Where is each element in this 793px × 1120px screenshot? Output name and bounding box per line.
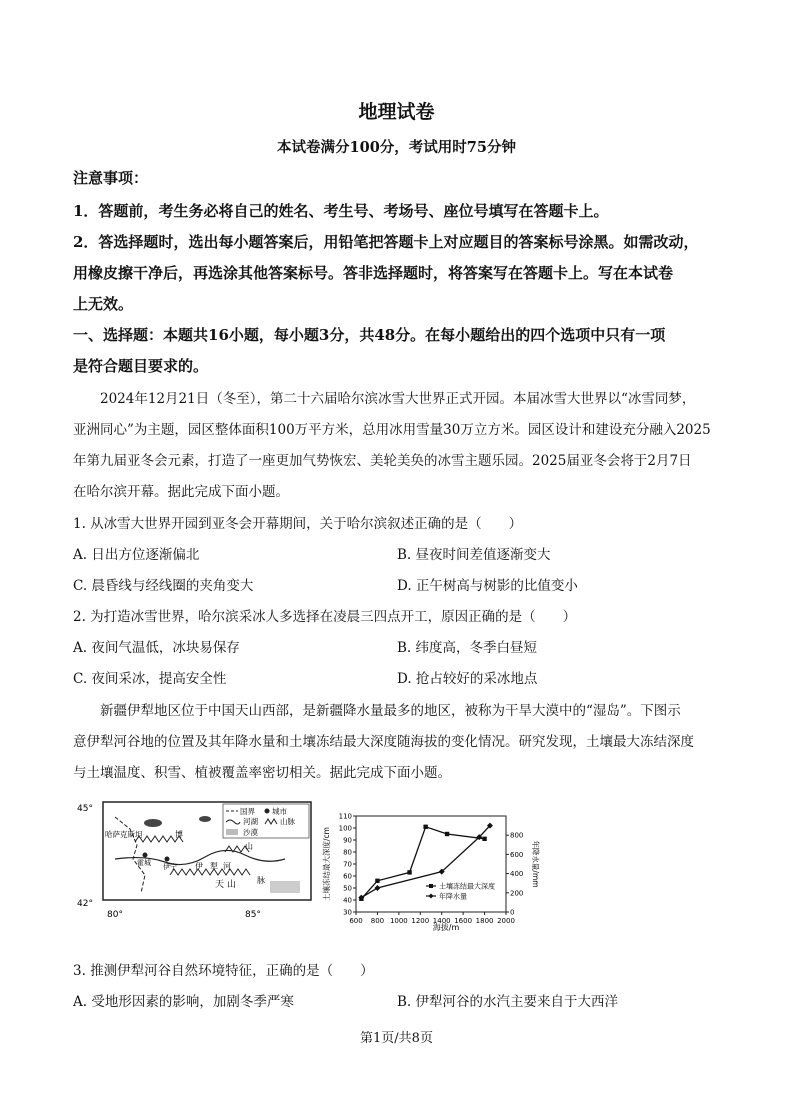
yili-map-figure [75, 797, 320, 922]
map-label: 伊 [195, 862, 203, 871]
desert-area [270, 881, 300, 893]
page-footer: 第1页/共8页 [360, 1031, 433, 1046]
y-right-tick-label: 400 [510, 870, 524, 879]
desert-legend-icon [226, 829, 238, 835]
series-point [374, 885, 380, 891]
series-point [375, 879, 379, 883]
passage1-line: 2024年12月21日（冬至），第二十六届哈尔滨冰雪大世界正式开园。本届冰雪大世界以“冰雪同梦， [100, 391, 696, 407]
notice-heading: 注意事项： [73, 169, 149, 187]
y-left-tick-label: 50 [343, 884, 352, 893]
legend-desert: 沙漠 [243, 828, 258, 837]
map-lat-bottom-label: 42° [77, 899, 93, 909]
question-1-stem: 1. 从冰雪大世界开园到亚冬会开幕期间，关于哈尔滨叙述正确的是（ ） [73, 516, 523, 532]
chart-xlabel: 海拔/m [432, 923, 460, 932]
x-tick-label: 800 [370, 917, 385, 925]
map-label: 山 [227, 880, 237, 890]
q2-option-d: D. 抢占较好的采冰地点 [397, 671, 538, 687]
x-tick-label: 600 [349, 917, 363, 925]
q3-option-a: A. 受地形因素的影响，加剧冬季严寒 [73, 994, 294, 1010]
passage1-line: 亚洲同心”为主题，园区整体面积100万平方米，总用冰用雪量30万立方米。园区设计和建设充分融入2025 [73, 422, 711, 438]
y-right-tick-label: 600 [510, 850, 524, 859]
q2-option-a: A. 夜间气温低，冰块易保存 [73, 640, 240, 656]
notice-line: 用橡皮擦干净后，再选涂其他答案标号。答非选择题时，将答案写在答题卡上。写在本试卷 [73, 264, 674, 282]
notice-line: 2．答选择题时，选出每小题答案后，用铅笔把答题卡上对应题目的答案标号涂黑。如需改动， [73, 233, 699, 251]
lake-shape [144, 819, 162, 827]
question-2-stem: 2. 为打造冰雪世界，哈尔滨采冰人多选择在凌晨三四点开工，原因正确的是（ ） [73, 609, 577, 625]
section-heading: 是符合题目要求的。 [73, 357, 209, 375]
y-right-tick-label: 0 [510, 908, 515, 917]
map-label: 伊宁 [163, 863, 177, 871]
series-point [423, 825, 427, 829]
map-label: 脉 [257, 876, 265, 885]
map-label: 河 [223, 862, 231, 871]
series-point [445, 832, 449, 836]
legend-city: 城市 [272, 807, 287, 816]
y-left-tick-label: 70 [343, 860, 352, 869]
passage2-line: 意伊犁河谷地的位置及其年降水量和土壤冻结最大深度随海拔的变化情况。研究发现，土壤最大冻结深度 [73, 734, 694, 750]
city-legend-icon [265, 809, 270, 814]
city-marker [165, 857, 170, 862]
legend-label-1: 年降水量 [439, 892, 467, 901]
q3-option-b: B. 伊犁河谷的水汽主要来自于大西洋 [397, 994, 619, 1010]
x-tick-label: 1800 [475, 917, 494, 925]
q1-option-b: B. 昼夜时间差值逐渐变大 [397, 547, 551, 563]
lake-shape [199, 816, 211, 822]
legend-marker [429, 894, 434, 899]
y-left-tick-label: 30 [343, 908, 352, 917]
exam-title: 地理试卷 [358, 101, 435, 123]
y-left-tick-label: 40 [343, 896, 352, 905]
question-3-stem: 3. 推测伊犁河谷自然环境特征，正确的是（ ） [73, 963, 374, 979]
legend-label-0: 土壤冻结最大深度 [439, 882, 495, 891]
map-label: 哈萨克斯坦 [105, 830, 143, 839]
map-label: 博 [175, 830, 183, 839]
y-left-tick-label: 80 [343, 848, 352, 857]
map-lon-left-label: 80° [107, 910, 123, 920]
map-label: 山 [245, 842, 253, 851]
y-left-tick-label: 100 [338, 824, 352, 833]
chart-ylabel-right: 年降水量/mm [531, 840, 540, 888]
map-label: 天 [215, 880, 225, 890]
exam-subtitle: 本试卷满分100分，考试用时75分钟 [277, 139, 516, 156]
chart-ylabel-left: 土壤冻结最大深度/cm [322, 827, 331, 901]
altitude-chart-figure [318, 802, 540, 934]
section-heading: 一、选择题：本题共16小题，每小题3分，共48分。在每小题给出的四个选项中只有一项 [73, 326, 666, 344]
city-marker [143, 853, 148, 858]
legend-marker [429, 884, 433, 888]
notice-line: 上无效。 [73, 295, 134, 313]
map-lon-right-label: 85° [245, 910, 261, 920]
map-label: 犁 [210, 862, 218, 871]
x-tick-label: 1000 [389, 917, 408, 925]
x-tick-label: 1200 [411, 917, 430, 925]
passage2-line: 新疆伊犁地区位于中国天山西部，是新疆降水量最多的地区，被称为干旱大漠中的“湿岛”。下图示 [100, 703, 681, 719]
q1-option-c: C. 晨昏线与经线圈的夹角变大 [73, 578, 254, 594]
passage1-line: 年第九届亚冬会元素，打造了一座更加气势恢宏、美轮美奂的冰雪主题乐园。2025届亚冬会将于2月7日 [73, 453, 692, 469]
x-tick-label: 2000 [497, 917, 515, 925]
y-left-tick-label: 110 [338, 812, 352, 821]
y-left-tick-label: 90 [343, 836, 352, 845]
legend-river: 河湖 [243, 817, 258, 826]
x-tick-label: 1400 [432, 917, 451, 925]
x-tick-label: 1600 [454, 917, 473, 925]
series-point [482, 837, 486, 841]
q1-option-d: D. 正午树高与树影的比值变小 [397, 578, 578, 594]
notice-line: 1．答题前，考生务必将自己的姓名、考生号、考场号、座位号填写在答题卡上。 [73, 202, 609, 220]
q2-option-c: C. 夜间采冰，提高安全性 [73, 671, 227, 687]
legend-mountain: 山脉 [280, 817, 295, 826]
y-left-tick-label: 60 [343, 872, 352, 881]
q2-option-b: B. 纬度高，冬季白昼短 [397, 640, 538, 656]
q1-option-a: A. 日出方位逐渐偏北 [73, 547, 200, 563]
passage2-line: 与土壤温度、积雪、植被覆盖率密切相关。据此完成下面小题。 [73, 765, 451, 781]
series-point [407, 870, 411, 874]
passage1-line: 在哈尔滨开幕。据此完成下面小题。 [73, 484, 289, 500]
map-lat-top-label: 45° [77, 804, 93, 814]
map-label: 霍城 [137, 859, 151, 867]
y-right-tick-label: 200 [510, 889, 524, 898]
y-right-tick-label: 800 [510, 831, 524, 840]
legend-border: 国界 [240, 807, 255, 816]
